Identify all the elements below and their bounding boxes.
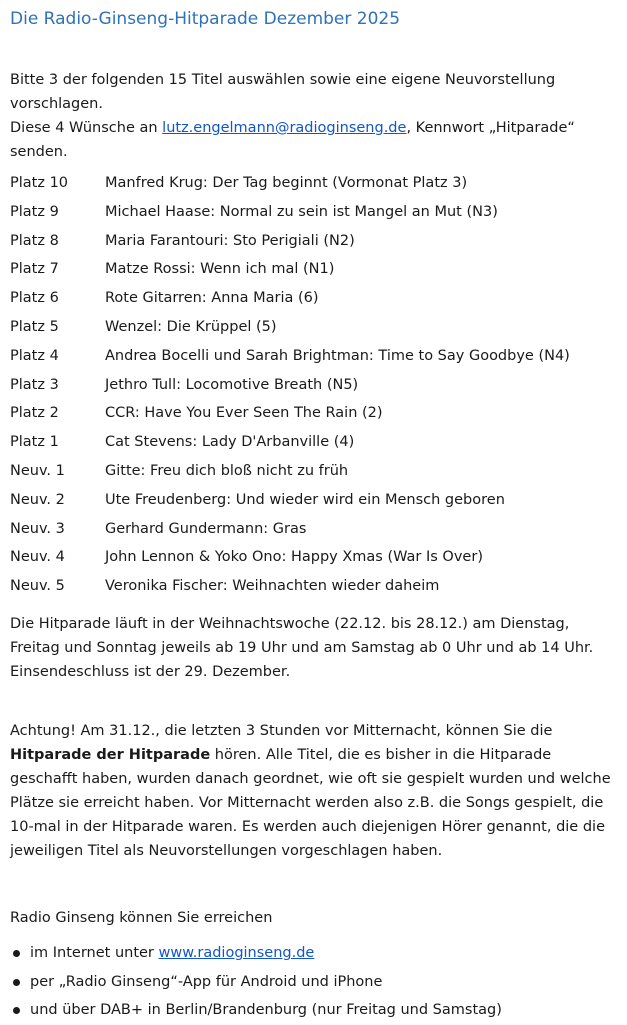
list-item-dab — [10, 996, 620, 1025]
rank-label: Neuv. 3 — [10, 520, 65, 537]
song-title: Rote Gitarren: Anna Maria (6) — [105, 290, 319, 307]
rank-label: Platz 2 — [10, 405, 59, 422]
list-item — [10, 486, 620, 515]
reach-heading: Radio Ginseng können Sie erreichen — [10, 910, 273, 926]
schedule-paragraph: Die Hitparade läuft in der Weihnachtswoche (22.12. bis 28.12.) am Dienstag, Freitag und Sonntag jeweils ab 19 Uhr und am Samstag ab 0 Uhr und ab 14 Uhr. Einsendeschluss ist der 29. Dezember. — [10, 616, 594, 680]
song-title: Gitte: Freu dich bloß nicht zu früh — [105, 462, 349, 479]
email-link[interactable]: lutz.engelmann@radioginseng.de — [162, 120, 407, 136]
notice-prefix: Achtung! Am 31.12., die letzten 3 Stunden vor Mitternacht, können Sie die — [10, 723, 553, 739]
rank-label: Neuv. 1 — [10, 462, 65, 479]
song-title: Maria Farantouri: Sto Perigiali (N2) — [105, 232, 355, 249]
rank-label: Platz 6 — [10, 290, 59, 307]
rank-label: Platz 8 — [10, 232, 59, 249]
list-item — [10, 255, 620, 284]
dab-text: und über DAB+ in Berlin/Brandenburg (nur Freitag und Samstag) — [30, 1002, 502, 1018]
notice-bold: Hitparade der Hitparade — [10, 747, 211, 763]
list-item — [10, 342, 620, 371]
list-item — [10, 313, 620, 342]
song-title: Jethro Tull: Locomotive Breath (N5) — [105, 376, 359, 393]
list-item — [10, 371, 620, 400]
list-item — [10, 457, 620, 486]
list-item — [10, 543, 620, 572]
rank-label: Platz 5 — [10, 318, 59, 335]
list-item — [10, 572, 620, 601]
rank-label: Platz 1 — [10, 434, 59, 451]
bullet-icon — [13, 950, 20, 957]
song-title: Gerhard Gundermann: Gras — [105, 520, 307, 537]
list-item — [10, 428, 620, 457]
song-title: Ute Freudenberg: Und wieder wird ein Mensch geboren — [105, 491, 505, 508]
rank-label: Platz 4 — [10, 347, 59, 364]
list-item-internet — [10, 939, 620, 968]
website-link[interactable]: www.radioginseng.de — [158, 945, 315, 961]
intro-line-2-prefix: Diese 4 Wünsche an — [10, 120, 163, 136]
list-item — [10, 515, 620, 544]
list-item — [10, 284, 620, 313]
song-title: Wenzel: Die Krüppel (5) — [105, 318, 277, 335]
bullet-icon — [13, 979, 20, 986]
song-title: Veronika Fischer: Weihnachten wieder daheim — [105, 578, 440, 595]
list-item — [10, 169, 620, 198]
rank-label: Neuv. 5 — [10, 578, 65, 595]
list-item — [10, 227, 620, 256]
intro-paragraph — [10, 68, 620, 164]
list-item — [10, 198, 620, 227]
internet-prefix: im Internet unter — [30, 945, 159, 961]
rank-label: Platz 9 — [10, 203, 59, 220]
notice-paragraph — [10, 719, 620, 863]
bullet-icon — [13, 1007, 20, 1014]
song-title: Andrea Bocelli und Sarah Brightman: Time to Say Goodbye (N4) — [105, 347, 570, 364]
song-title: John Lennon & Yoko Ono: Happy Xmas (War Is Over) — [105, 549, 483, 566]
intro-line-2-suffix: , Kennwort „Hitparade“ senden. — [10, 120, 575, 160]
list-item — [10, 399, 620, 428]
hitparade-list — [10, 169, 620, 601]
rank-label: Platz 3 — [10, 376, 59, 393]
song-title: CCR: Have You Ever Seen The Rain (2) — [105, 405, 383, 422]
notice-suffix: hören. Alle Titel, die es bisher in die Hitparade geschafft haben, wurden danach geordnet, wie oft sie gespielt wurden und welche Plätze sie erreicht haben. Vor Mitternacht werden also z.B. die Songs gespielt, die 10-mal in der Hitparade waren. Es werden auch diejenigen Hörer genannt, die die jeweiligen Titel als Neuvorstellungen vorgeschlagen haben. — [10, 747, 611, 859]
intro-line-2 — [10, 116, 620, 164]
rank-label: Neuv. 4 — [10, 549, 65, 566]
rank-label: Platz 7 — [10, 261, 59, 278]
song-title: Matze Rossi: Wenn ich mal (N1) — [105, 261, 335, 278]
list-item-app — [10, 968, 620, 997]
song-title: Cat Stevens: Lady D'Arbanville (4) — [105, 434, 355, 451]
intro-line-1: Bitte 3 der folgenden 15 Titel auswählen sowie eine eigene Neuvorstellung vorschlagen. — [10, 72, 556, 112]
app-text: per „Radio Ginseng“-App für Android und iPhone — [30, 973, 383, 990]
song-title: Michael Haase: Normal zu sein ist Mangel an Mut (N3) — [105, 203, 498, 220]
rank-label: Platz 10 — [10, 175, 69, 191]
rank-label: Neuv. 2 — [10, 491, 65, 508]
song-title: Manfred Krug: Der Tag beginnt (Vormonat Platz 3) — [105, 175, 468, 191]
reach-list — [10, 939, 620, 1025]
page-title: Die Radio-Ginseng-Hitparade Dezember 2025 — [10, 9, 401, 29]
